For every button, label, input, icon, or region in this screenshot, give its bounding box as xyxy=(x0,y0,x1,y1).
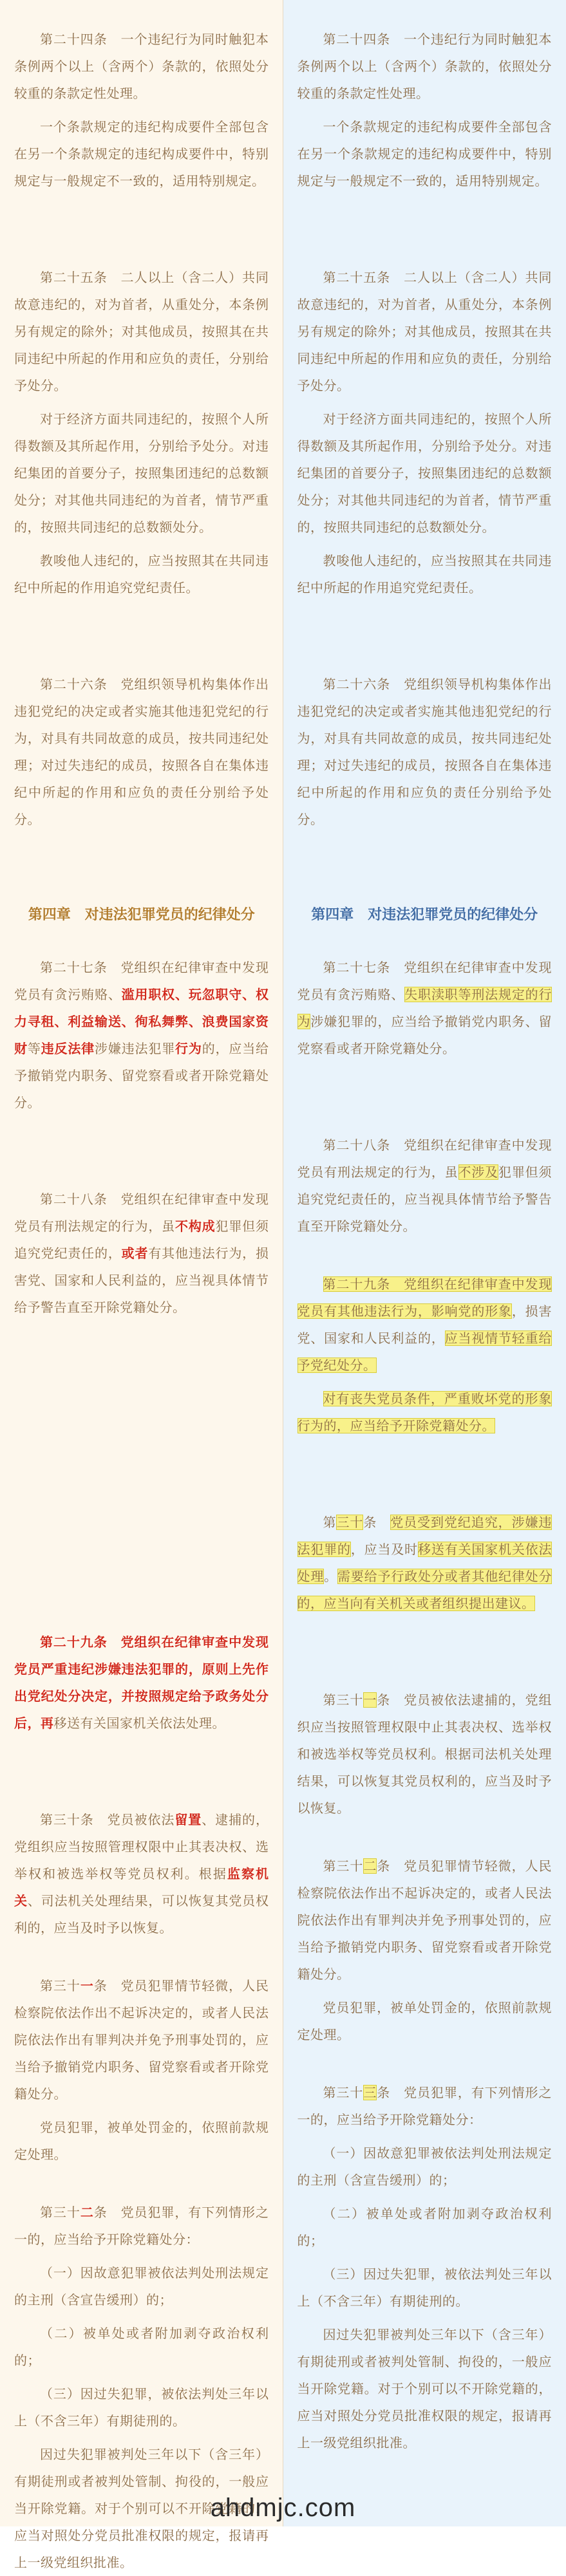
list-item: （一）因故意犯罪被依法判处刑法规定的主刑（含宣告缓刑）的； xyxy=(14,2259,269,2313)
paragraph: 第三十二条 党员犯罪情节轻微，人民检察院依法作出不起诉决定的，或者人民法院依法作出有罪判决并免予刑事处罚的，应当给予撤销党内职务、留党察看或者开除党籍处分。 xyxy=(297,1853,552,1988)
paragraph: 因过失犯罪被判处三年以下（含三年）有期徒刑或者被判处管制、拘役的，一般应当开除党籍。对于个别可以不开除党籍的，应当对照处分党员批准权限的规定，报请再上一级党组织批准。 xyxy=(297,2321,552,2456)
paragraph: 党员犯罪，被单处罚金的，依照前款规定处理。 xyxy=(14,2114,269,2168)
paragraph: 第三十三条 党员犯罪，有下列情形之一的，应当给予开除党籍处分： xyxy=(297,2079,552,2133)
right-article-29-new xyxy=(297,1271,552,1439)
paragraph: 教唆他人违纪的，应当按照其在共同违纪中所起的作用追究党纪责任。 xyxy=(297,547,552,601)
list-item: （三）因过失犯罪，被依法判处三年以上（不含三年）有期徒刑的。 xyxy=(297,2261,552,2315)
paragraph: 第三十条 党员受到党纪追究，涉嫌违法犯罪的，应当及时移送有关国家机关依法处理。需要给予行政处分或者其他纪律处分的，应当向有关机关或者组织提出建议。 xyxy=(297,1509,552,1617)
right-column xyxy=(283,0,566,2526)
right-article-33 xyxy=(297,2079,552,2456)
paragraph: 一个条款规定的违纪构成要件全部包含在另一个条款规定的违纪构成要件中，特别规定与一般规定不一致的，适用特别规定。 xyxy=(14,113,269,194)
paragraph: 一个条款规定的违纪构成要件全部包含在另一个条款规定的违纪构成要件中，特别规定与一般规定不一致的，适用特别规定。 xyxy=(297,113,552,194)
right-article-31 xyxy=(297,1686,552,1822)
left-article-31 xyxy=(14,1972,269,2168)
right-article-32 xyxy=(297,1853,552,2048)
chapter-heading: 第四章 对违法犯罪党员的纪律处分 xyxy=(14,902,269,928)
paragraph: 第二十七条 党组织在纪律审查中发现党员有贪污贿赂、滥用职权、玩忽职守、权力寻租、利益输送、徇私舞弊、浪费国家资财等违反法律涉嫌违法犯罪行为的，应当给予撤销党内职务、留党察看或者开除党籍处分。 xyxy=(14,954,269,1116)
paragraph: 第二十八条 党组织在纪律审查中发现党员有刑法规定的行为，虽不涉及犯罪但须追究党纪责任的，应当视具体情节给予警告直至开除党籍处分。 xyxy=(297,1132,552,1240)
chapter-heading: 第四章 对违法犯罪党员的纪律处分 xyxy=(297,902,552,928)
paragraph: 对于经济方面共同违纪的，按照个人所得数额及其所起作用，分别给予处分。对违纪集团的首要分子，按照集团违纪的总数额处分；对其他共同违纪的为首者，情节严重的，按照共同违纪的总数额处分。 xyxy=(297,406,552,541)
paragraph: 对有丧失党员条件，严重败坏党的形象行为的，应当给予开除党籍处分。 xyxy=(297,1385,552,1439)
paragraph: 第二十四条 一个违纪行为同时触犯本条例两个以上（含两个）条款的，依照处分较重的条款定性处理。 xyxy=(297,26,552,107)
list-item: （二）被单处或者附加剥夺政治权利的； xyxy=(14,2320,269,2374)
site-watermark: ahdmjc.com xyxy=(0,2494,566,2523)
paragraph: 第二十七条 党组织在纪律审查中发现党员有贪污贿赂、失职渎职等刑法规定的行为涉嫌犯罪的，应当给予撤销党内职务、留党察看或者开除党籍处分。 xyxy=(297,954,552,1062)
right-article-30 xyxy=(297,1509,552,1617)
list-item: （三）因过失犯罪，被依法判处三年以上（不含三年）有期徒刑的。 xyxy=(14,2380,269,2434)
paragraph: 第二十四条 一个违纪行为同时触犯本条例两个以上（含两个）条款的，依照处分较重的条款定性处理。 xyxy=(14,26,269,107)
paragraph: 第二十六条 党组织领导机构集体作出违犯党纪的决定或者实施其他违犯党纪的行为，对具有共同故意的成员，按共同违纪处理；对过失违纪的成员，按照各自在集体违纪中所起的作用和应负的责任分别给予处分。 xyxy=(14,671,269,833)
paragraph: 第二十九条 党组织在纪律审查中发现党员有其他违法行为，影响党的形象，损害党、国家和人民利益的，应当视情节轻重给予党纪处分。 xyxy=(297,1271,552,1379)
right-article-26 xyxy=(297,671,552,833)
left-article-25 xyxy=(14,264,269,601)
left-article-28 xyxy=(14,1186,269,1321)
right-article-28 xyxy=(297,1132,552,1240)
paragraph: 第二十五条 二人以上（含二人）共同故意违纪的，对为首者，从重处分，本条例另有规定的除外；对其他成员，按照其在共同违纪中所起的作用和应负的责任，分别给予处分。 xyxy=(297,264,552,399)
paragraph: 第二十九条 党组织在纪律审查中发现党员严重违纪涉嫌违法犯罪的，原则上先作出党纪处分决定，并按照规定给予政务处分后，再移送有关国家机关依法处理。 xyxy=(14,1629,269,1737)
right-article-24 xyxy=(297,26,552,194)
paragraph: 第二十六条 党组织领导机构集体作出违犯党纪的决定或者实施其他违犯党纪的行为，对具有共同故意的成员，按共同违纪处理；对过失违纪的成员，按照各自在集体违纪中所起的作用和应负的责任分别给予处分。 xyxy=(297,671,552,833)
paragraph: 第三十二条 党员犯罪，有下列情形之一的，应当给予开除党籍处分： xyxy=(14,2199,269,2253)
left-article-30 xyxy=(14,1806,269,1941)
left-article-27 xyxy=(14,954,269,1116)
right-article-27 xyxy=(297,954,552,1062)
paragraph: 第三十一条 党员犯罪情节轻微，人民检察院依法作出不起诉决定的，或者人民法院依法作出有罪判决并免予刑事处罚的，应当给予撤销党内职务、留党察看或者开除党籍处分。 xyxy=(14,1972,269,2107)
paragraph: 第三十一条 党员被依法逮捕的，党组织应当按照管理权限中止其表决权、选举权和被选举权等党员权利。根据司法机关处理结果，可以恢复其党员权利的，应当及时予以恢复。 xyxy=(297,1686,552,1822)
left-column xyxy=(0,0,283,2526)
list-item: （二）被单处或者附加剥夺政治权利的； xyxy=(297,2200,552,2254)
right-article-25 xyxy=(297,264,552,601)
paragraph: 第二十八条 党组织在纪律审查中发现党员有刑法规定的行为，虽不构成犯罪但须追究党纪责任的，或者有其他违法行为，损害党、国家和人民利益的，应当视具体情节给予警告直至开除党籍处分。 xyxy=(14,1186,269,1321)
left-article-24 xyxy=(14,26,269,194)
paragraph: 党员犯罪，被单处罚金的，依照前款规定处理。 xyxy=(297,1994,552,2048)
left-article-29 xyxy=(14,1629,269,1737)
paragraph: 因过失犯罪被判处三年以下（含三年）有期徒刑或者被判处管制、拘役的，一般应当开除党籍。对于个别可以不开除党籍的，应当对照处分党员批准权限的规定，报请再上一级党组织批准。 xyxy=(14,2441,269,2576)
paragraph: 第二十五条 二人以上（含二人）共同故意违纪的，对为首者，从重处分，本条例另有规定的除外；对其他成员，按照其在共同违纪中所起的作用和应负的责任，分别给予处分。 xyxy=(14,264,269,399)
list-item: （一）因故意犯罪被依法判处刑法规定的主刑（含宣告缓刑）的； xyxy=(297,2140,552,2194)
paragraph: 教唆他人违纪的，应当按照其在共同违纪中所起的作用追究党纪责任。 xyxy=(14,547,269,601)
paragraph: 对于经济方面共同违纪的，按照个人所得数额及其所起作用，分别给予处分。对违纪集团的首要分子，按照集团违纪的总数额处分；对其他共同违纪的为首者，情节严重的，按照共同违纪的总数额处分。 xyxy=(14,406,269,541)
left-article-26 xyxy=(14,671,269,833)
paragraph: 第三十条 党员被依法留置、逮捕的，党组织应当按照管理权限中止其表决权、选举权和被选举权等党员权利。根据监察机关、司法机关处理结果，可以恢复其党员权利的，应当及时予以恢复。 xyxy=(14,1806,269,1941)
